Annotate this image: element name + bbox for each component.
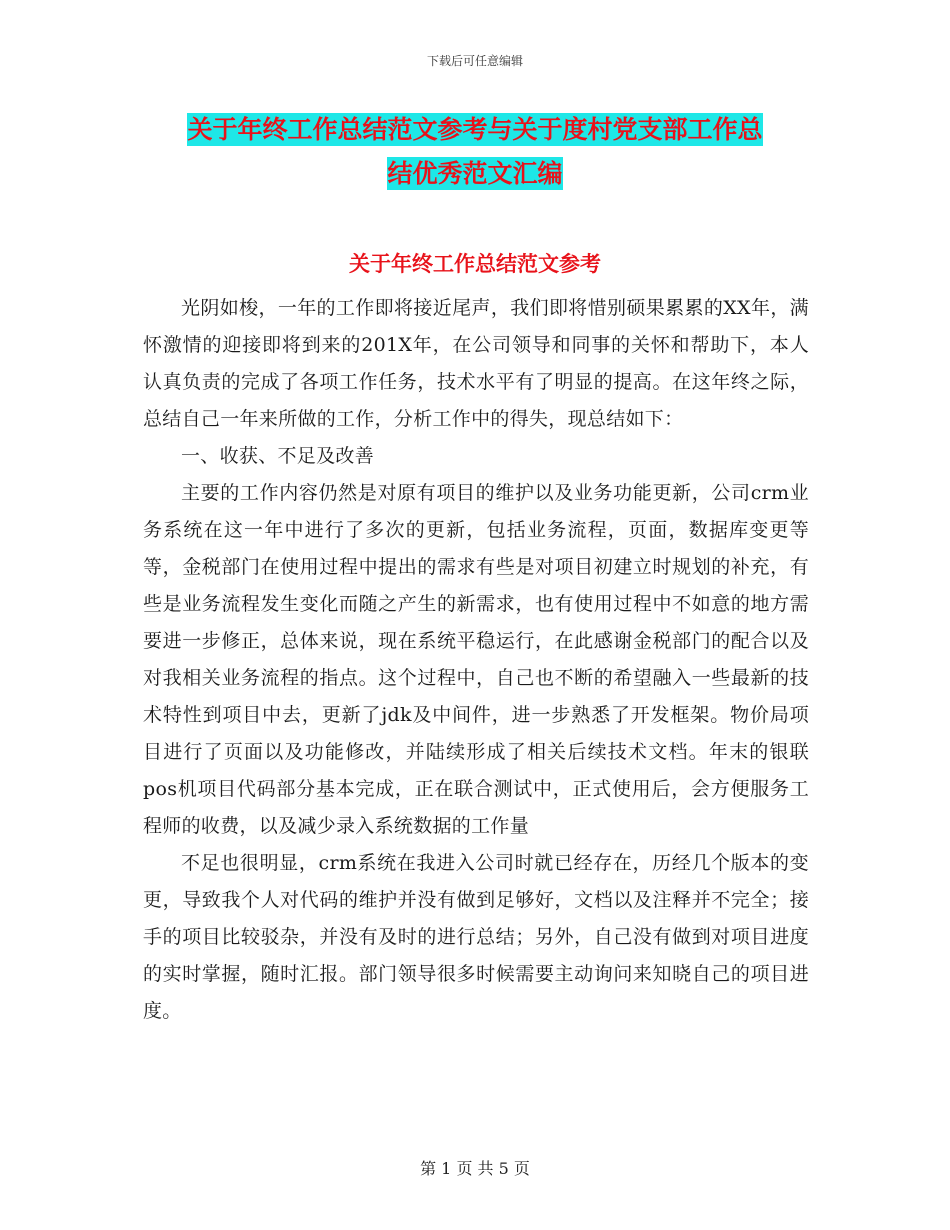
subheading-gains: 一、收获、不足及改善 <box>181 445 375 467</box>
document-title-line-1: 关于年终工作总结范文参考与关于度村党支部工作总 <box>187 115 763 144</box>
section-title: 关于年终工作总结范文参考 <box>349 252 601 276</box>
paragraph-intro: 光阴如梭，一年的工作即将接近尾声，我们即将惜别硕果累累的XX年，满怀激情的迎接即将到来的201X年，在公司领导和同事的关怀和帮助下，本人认真负责的完成了各项工作任务，技术水平有了明显的提高。在这年终之际，总结自己一年来所做的工作，分析工作中的得失，现总结如下： <box>143 297 809 430</box>
paragraph-shortcomings: 不足也很明显，crm系统在我进入公司时就已经存在，历经几个版本的变更，导致我个人对代码的维护并没有做到足够好，文档以及注释并不完全；接手的项目比较驳杂，并没有及时的进行总结；另外，自己没有做到对项目进度的实时掌握，随时汇报。部门领导很多时候需要主动询问来知晓自己的项目进度。 <box>143 852 809 1022</box>
page-footer-number: 第 1 页 共 5 页 <box>420 1159 530 1178</box>
document-title <box>0 108 950 196</box>
page-header-note: 下载后可任意编辑 <box>426 54 523 68</box>
paragraph-work-content: 主要的工作内容仍然是对原有项目的维护以及业务功能更新，公司crm业务系统在这一年中进行了多次的更新，包括业务流程，页面，数据库变更等等，金税部门在使用过程中提出的需求有些是对项目初建立时规划的补充，有些是业务流程发生变化而随之产生的新需求，也有使用过程中不如意的地方需要进一步修正，总体来说，现在系统平稳运行，在此感谢金税部门的配合以及对我相关业务流程的指点。这个过程中，自己也不断的希望融入一些最新的技术特性到项目中去，更新了jdk及中间件，进一步熟悉了开发框架。物价局项目进行了页面以及功能修改，并陆续形成了相关后续技术文档。年末的银联pos机项目代码部分基本完成，正在联合测试中，正式使用后，会方便服务工程师的收费，以及减少录入系统数据的工作量 <box>143 482 809 837</box>
document-title-line-2: 结优秀范文汇编 <box>387 159 563 188</box>
document-body <box>143 290 809 1030</box>
